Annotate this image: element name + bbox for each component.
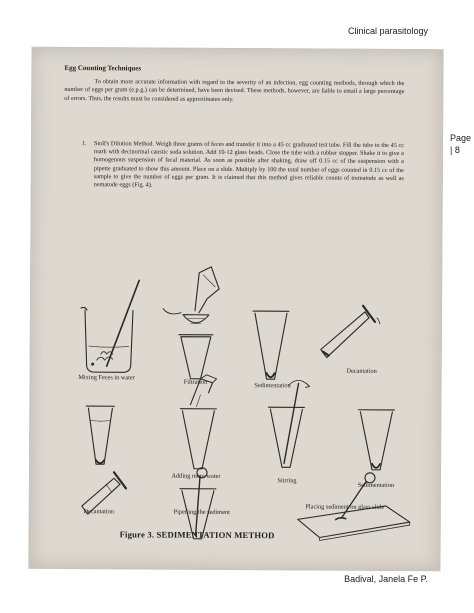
document-header-title: Clinical parasitology — [347, 26, 428, 36]
label-decantation-1: Decantation — [346, 367, 377, 375]
label-mixing: Mixing Feces in water — [78, 374, 135, 382]
label-filtration: Filtration — [183, 378, 208, 386]
beaker-mixing-illustration — [81, 280, 140, 372]
label-pipetting: Pipetting the sediment — [173, 508, 230, 516]
page-number — [450, 132, 471, 156]
label-decantation-2: Decantation — [83, 508, 114, 516]
sedimentation-tube-small — [86, 406, 114, 464]
stoll-method-paragraph: Stoll's Dilution Method. Weigh three grams of feces and transfer it into a 45 cc graduated test tube. Fill the tube to the 45 cc mark with decinormal caustic soda solution. Add 10-12 glass beads. Close the tube with a rubber stopper. Shake it to give a homogenous suspension of fecal material. As soon as possible after shaking, draw off 0.15 cc of the suspension with a pipette graduated to show this amount. Place on a slide. Multiply by 100 the total number of eggs counted in 0.15 cc of the sample to give the number of eggs per gram. It is claimed that this method gives reliable counts of trematode as well as nematode eggs (Fig. 4). — [93, 140, 405, 189]
figure-caption: Figure 3. SEDIMENTATION METHOD — [119, 529, 275, 541]
sedimentation-tube-2 — [358, 410, 394, 470]
page-word: Page — [450, 133, 472, 143]
decantation-tube-1 — [321, 306, 380, 358]
label-adding-water: Adding more water — [171, 472, 221, 480]
stirring-illustration — [268, 380, 310, 467]
label-placing-sediment: Placing sediment on glass slide — [305, 503, 385, 511]
label-stirring: Stirring — [277, 477, 297, 485]
adding-water-illustration — [180, 375, 217, 469]
label-sedimentation-1: Sedimentation — [254, 382, 291, 390]
section-title: Egg Counting Techniques — [64, 63, 142, 73]
sedimentation-figure — [29, 48, 442, 570]
sedimentation-tube-1 — [253, 311, 289, 379]
intro-paragraph: To obtain more accurate information with regard to the severity of an infection, egg counting methods, through which the number of eggs per gram (e.p.g.) can be determined, have been devised. These methods, however, are liable to entail a large percentage of errors. Thus, the results must be considered as approximates only. — [64, 78, 405, 103]
step-number: 1. — [81, 140, 87, 148]
page-digit: | 8 — [450, 145, 460, 155]
label-sedimentation-2: Sedimentation — [357, 481, 395, 489]
scanned-page — [28, 47, 443, 572]
filtration-illustration — [163, 267, 220, 379]
footer-author: Badival, Janela Fe P. — [344, 574, 428, 584]
